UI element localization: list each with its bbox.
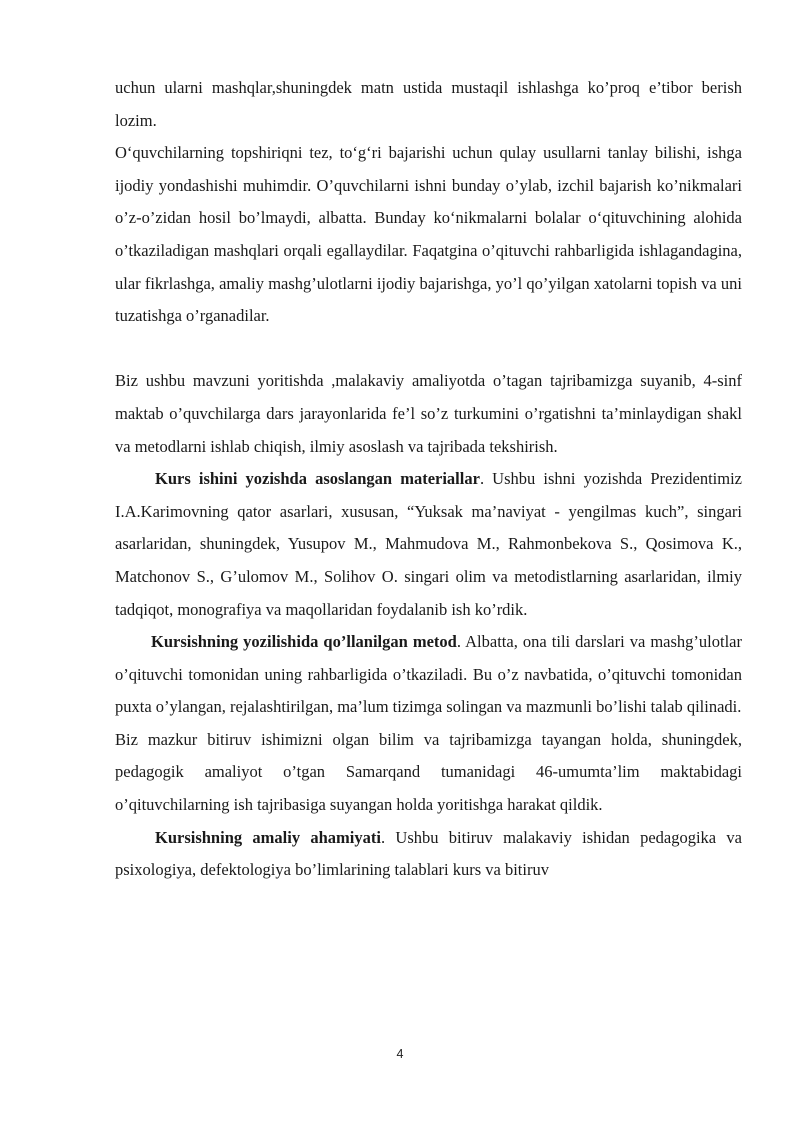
paragraph-method: [115, 626, 742, 724]
practical-heading: Kursishning amaliy ahamiyati: [155, 827, 381, 847]
document-page: [115, 72, 742, 887]
method-heading: Kursishning yozilishida qo’llanilgan metod: [151, 632, 457, 652]
page-number: 4: [396, 1047, 404, 1061]
paragraph-6: Biz mazkur bitiruv ishimizni olgan bilim va tajribamizga tayangan holda, shuningdek, pedagogik amaliyot o’tgan Samarqand tumanidagi 46-umumta’lim maktabidagi o’qituvchilarning ish tajribasiga suyangan holda yoritishga harakat qildik.: [115, 729, 742, 815]
paragraph-3: Biz ushbu mavzuni yoritishda ,malakaviy amaliyotda o’tagan tajribamizga suyanib, 4-sinf maktab o’quvchilarga dars jarayonlarida fe’l so’z turkumini o’rgatishni ta’minlaydigan shakl va metodlarni ishlab chiqish, ilmiy asoslash va tajribada tekshirish.: [115, 371, 742, 456]
materials-heading: Kurs ishini yozishda asoslangan materiallar: [155, 469, 480, 489]
practical-text: . Ushbu bitiruv malakaviy ishidan pedagogika va psixologiya, defektologiya bo’limlarining talablari kurs va bitiruv: [115, 827, 743, 880]
materials-text: . Ushbu ishni yozishda Prezidentimiz I.A.Karimovning qator asarlari, xususan, “Yuksak ma’naviyat - yengilmas kuch”, singari asarlaridan, shuningdek, Yusupov M., Mahmudova M., Rahmonbekova S., Qosimova K., Matchonov S., G’ulomov M., Solihov O. singari olim va metodistlarning asarlaridan, ilmiy tadqiqot, monografiya va maqollaridan foydalanib ish ko’rdik.: [115, 469, 742, 619]
paragraph-practical: [115, 822, 742, 887]
paragraph-gap: [115, 333, 742, 366]
paragraph-2: O‘quvchilarning topshiriqni tez, to‘g‘ri bajarishi uchun qulay usullarni tanlay bilishi, ishga ijodiy yondashishi muhimdir. O’quvchilarni ishni bunday o’ylab, izchil bajarish ko’nikmalari o’z-o’zidan hosil bo’lmaydi, albatta. Bunday ko‘nikmalarni bolalar o‘qituvchining alohida o’tkaziladigan mashqlari orqali egallaydilar. Faqatgina o’qituvchi rahbarligida ishlagandagina, ular fikrlashga, amaliy mashg’ulotlarni ijodiy bajarishga, yo’l qo’yilgan xatolarni topish va uni tuzatishga o’rganadilar.: [115, 143, 742, 326]
paragraph-materials: [115, 463, 742, 626]
method-text: . Albatta, ona tili darslari va mashg’ulotlar o’qituvchi tomonidan uning rahbarligida o’tkaziladi. Bu o’z navbatida, o’qituvchi tomonidan puxta o’ylangan, rejalashtirilgan, ma’lum tizimga solingan va mazmunli bo’lishi talab qilinadi.: [115, 632, 742, 717]
paragraph-1: uchun ularni mashqlar,shuningdek matn ustida mustaqil ishlashga ko’proq e’tibor berish lozim.: [115, 78, 742, 130]
